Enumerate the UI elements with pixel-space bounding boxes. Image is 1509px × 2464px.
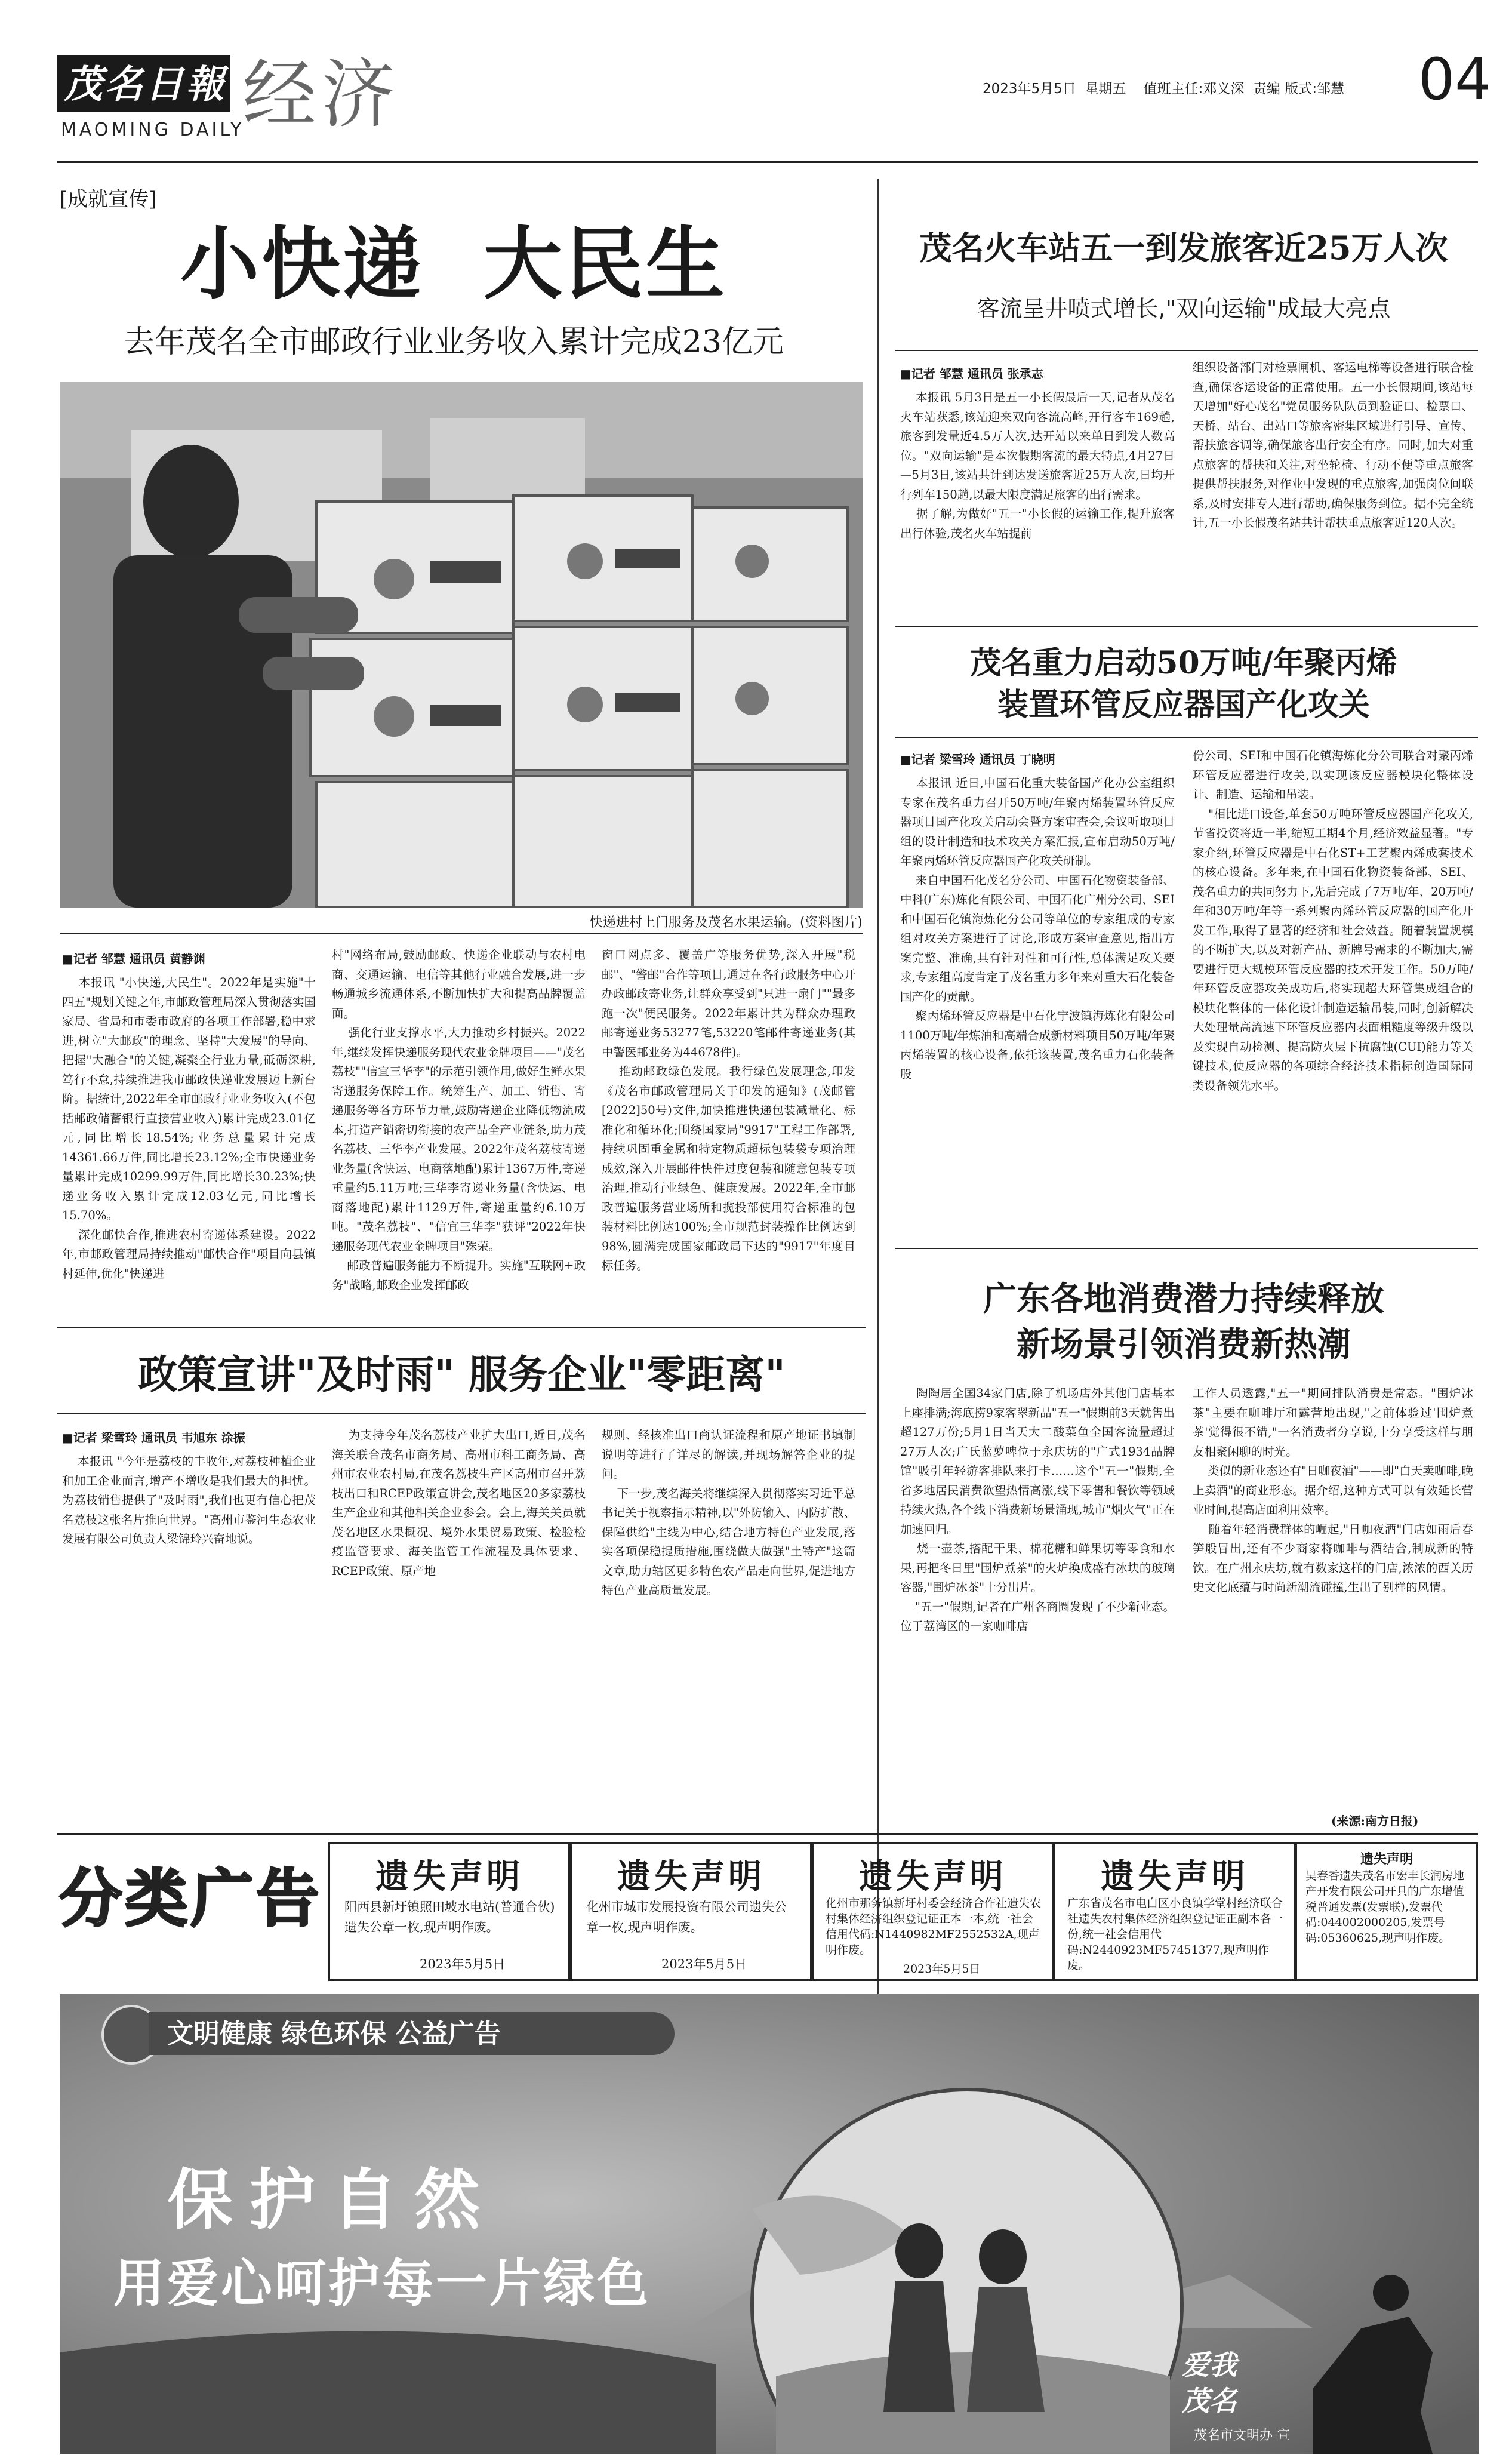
- section-title: 经济: [242, 52, 401, 138]
- article-train-col1: 本报讯 5月3日是五一小长假最后一天,记者从茂名火车站获悉,该站迎来双向客流高峰,开行客车169趟,旅客到发量近4.5万人次,达开站以来单日到发人数高位。"双向运输"是本次假期客流的最大特点,4月27日—5月3日,该站共计到达发送旅客近25万人次,日均开行列车150趟,以最大限度满足旅客的出行需求。 据了解,为做好"五一"小长假的运输工作,提升旅客出行体验,茂名火车站提前: [900, 390, 1175, 540]
- train-bottom-rule: [895, 626, 1478, 627]
- byline-train: ■记者 邹慧 通讯员 张承志: [900, 367, 1043, 381]
- photo-courier-with-boxes: [60, 382, 863, 908]
- lost-notice-4-title: 遗失声明: [1101, 1857, 1249, 1896]
- lost-notice-5-title: 遗失声明: [1360, 1851, 1413, 1867]
- byline-express: ■记者 邹慧 通讯员 黄静渊: [62, 952, 205, 966]
- subheadline-train-station: 客流呈井喷式增长,"双向运输"成最大亮点: [977, 296, 1391, 322]
- byline-polypropylene: ■记者 梁雪玲 通讯员 丁晓明: [900, 752, 1055, 767]
- policy-rule: [57, 1413, 866, 1414]
- lost-notice-2: [570, 1842, 812, 1981]
- masthead-rule: [57, 161, 1478, 163]
- lost-notice-1: [328, 1842, 570, 1981]
- lost-notice-3: [812, 1842, 1054, 1981]
- lost-notice-5: [1295, 1842, 1478, 1981]
- newspaper-logo: 茂名日報: [64, 62, 227, 107]
- article-consumption-col1: 陶陶居全国34家门店,除了机场店外其他门店基本上座排满;海底捞9家客翠新品"五一"假期前3天就售出超127万份;5月1日当天大二酸菜鱼全国客流量超过27万人次;广氏蓝萝啤位于永庆坊的"广式1934品牌馆"吸引年轻游客排队来打卡……这个"五一"假期,全省多地居民消费欲望热情高涨,线下零售和餐饮等领域持续火热,各个线下消费新场景涌现,城市"烟火气"正在加速回归。 烧一壶茶,搭配干果、棉花糖和鲜果切等零食和水果,再把冬日里"围炉煮茶"的火炉换成盛有冰块的玻璃容器,"围炉冰茶"十分出片。 "五一"假期,记者在广州各商圈发现了不少新业态。位于荔湾区的一家咖啡店: [900, 1386, 1175, 1633]
- lost-notice-1-title: 遗失声明: [375, 1857, 523, 1896]
- classified-banner: [60, 1845, 322, 1976]
- headline-express-delivery: 小快递 大民生: [180, 218, 727, 310]
- lost-notice-3-title: 遗失声明: [859, 1857, 1007, 1896]
- lost-notice-3-date: 2023年5月5日: [903, 1962, 981, 1976]
- polypropylene-bottom-rule: [895, 1248, 1478, 1249]
- byline-policy: ■记者 梁雪玲 通讯员 韦旭东 涂振: [62, 1431, 245, 1445]
- headline-polypropylene-l1: 茂名重力启动50万吨/年聚丙烯: [970, 645, 1397, 681]
- source-note: (来源:南方日报): [1331, 1814, 1419, 1828]
- psa-signature-line1: 爱我: [1182, 2349, 1237, 2381]
- photo-rule: [60, 933, 863, 934]
- lost-notice-2-title: 遗失声明: [617, 1857, 765, 1896]
- article-policy-col1: 本报讯 "今年是荔枝的丰收年,对荔枝种植企业和加工企业而言,增产不增收是我们最大的担忧。为荔枝销售提供了"及时雨",我们也更有信心把茂名荔枝这张名片推向世界。"高州市鉴河生态农业发展有限公司负责人梁锦玲兴奋地说。: [62, 1454, 316, 1546]
- classified-top-rule: [57, 1833, 1478, 1835]
- psa-slogan-2: 用爱心呵护每一片绿色: [113, 2254, 651, 2314]
- lost-notice-4-body: 广东省茂名市电白区小良镇学堂村经济联合社遗失农村集体经济组织登记证正副本各一份,统一社会信用代码:N2440923MF57451377,现声明作废。: [1067, 1897, 1283, 1972]
- lost-notice-1-date: 2023年5月5日: [420, 1957, 506, 1971]
- article-policy-col2: 为支持今年茂名荔枝产业扩大出口,近日,茂名海关联合茂名市商务局、高州市科工商务局、高州市农业农村局,在茂名荔枝生产区高州市召开荔枝出口和RCEP政策宣讲会,茂名地区20多家荔枝生产企业和其他相关企业参会。会上,海关关员就茂名地区水果概况、境外水果贸易政策、检验检疫监管要求、海关监管工作流程及具体要求、RCEP政策、原产地: [332, 1428, 586, 1578]
- psa-banner-text: 文明健康 绿色环保 公益广告: [167, 2019, 501, 2049]
- article-express-col2: 村"网络布局,鼓励邮政、快递企业联动与农村电商、交通运输、电信等其他行业融合发展,进一步畅通城乡流通体系,不断加快扩大和提高品牌覆盖面。 强化行业支撑水平,大力推动乡村振兴。2022年,继续发挥快递服务现代农业金牌项目——"茂名荔枝""信宜三华李"的示范引领作用,做好生鲜水果寄递服务保障工作。统筹生产、加工、销售、寄递服务等各方环节力量,鼓励寄递企业降低物流成本,打造产销密切衔接的农产品全产业链条,助力茂名荔枝、三华李产业发展。2022年茂名荔枝寄递业务量(含快运、电商落地配)累计1367万件,寄递重量约5.11万吨;三华李寄递业务量(含快运、电商落地配)累计1129万件,寄递重量约6.10万吨。"茂名荔枝"、"信宜三华李"获评"2022年快递服务现代农业金牌项目"殊荣。 邮政普遍服务能力不断提升。实施"互联网+政务"战略,邮政企业发挥邮政: [332, 948, 586, 1292]
- headline-consumption-l2: 新场景引领消费新热潮: [1017, 1325, 1351, 1364]
- masthead: [57, 46, 1492, 154]
- article-policy-col3: 规则、经核准出口商认证流程和原产地证书填制说明等进行了详尽的解读,并现场解答企业的提问。 下一步,茂名海关将继续深入贯彻落实习近平总书记关于视察指示精神,以"外防输入、内防扩散、保障供给"主线为中心,结合地方特色产业发展,落实各项保稳提质措施,围绕做大做强"土特产"这篇文章,助力辖区更多特色农产品走向世界,促进地方特色产业高质量发展。: [602, 1428, 855, 1597]
- story-tag: [成就宣传]: [60, 187, 157, 211]
- newspaper-logo-en: MAOMING DAILY: [61, 119, 245, 140]
- psa-slogan-1: 保护自然: [167, 2162, 497, 2238]
- article-polypropylene-col2: 份公司、SEI和中国石化镇海炼化分公司联合对聚丙烯环管反应器进行攻关,以实现该反应器模块化整体设计、制造、运输和吊装。 "相比进口设备,单套50万吨环管反应器国产化攻关,节省投资将近一半,缩短工期4个月,经济效益显著。"专家介绍,环管反应器是中石化ST+工艺聚丙烯成套技术的核心设备。多年来,在中国石化物资装备部、SEI、茂名重力的共同努力下,先后完成了7万吨/年、20万吨/年和30万吨/年等一系列聚丙烯环管反应器的国产化开发工作,取得了显著的经济和社会效益。随着装置规模的不断扩大,以及对新产品、新牌号需求的不断加大,需要进行更大规模环管反应器的技术开发工作。50万吨/年环管反应器攻关成功后,将实现超大环管集成组合的模块化整体的一体化设计制造运输吊装,同时,创新解决大处理量高流速下环管反应器内表面粗糙度等级升级以及实现自动检测、提高防火层下抗腐蚀(CUI)能力等关键技术,使反应器的各项综合经济技术指标创造国际同类设备领先水平。: [1193, 749, 1473, 1093]
- lost-notice-2-body: 化州市城市发展投资有限公司遗失公章一枚,现声明作废。: [586, 1900, 787, 1934]
- column-divider: [877, 179, 879, 2131]
- photo-caption: 快递进村上门服务及茂名水果运输。(资料图片): [589, 915, 863, 930]
- courier-photo-illustration: [60, 382, 863, 908]
- policy-top-rule: [57, 1327, 866, 1328]
- train-rule: [895, 350, 1478, 351]
- article-consumption-col2: 工作人员透露,"五一"期间排队消费是常态。"围炉冰茶"主要在咖啡厅和露营地出现,"之前体验过'围炉煮茶'觉得很不错,"一名消费者分享说,十分享受这样与朋友相聚闲聊的时光。 类似的新业态还有"日咖夜酒"——即"白天卖咖啡,晚上卖酒"的商业形态。据介绍,这种方式可以有效延长营业时间,提高店面利用效率。 随着年轻消费群体的崛起,"日咖夜酒"门店如雨后春笋般冒出,还有不少商家将咖啡与酒结合,制成新的特饮。在广州永庆坊,就有数家这样的门店,浓浓的西关历史文化底蕴与时尚新潮流碰撞,生出了别样的风情。: [1193, 1386, 1473, 1594]
- classified-banner-text: 分类广告: [60, 1862, 323, 1935]
- headline-consumption-l1: 广东各地消费潜力持续释放: [983, 1279, 1384, 1319]
- psa-signature-line2: 茂名: [1182, 2385, 1237, 2417]
- article-polypropylene-col1: 本报讯 近日,中国石化重大装备国产化办公室组织专家在茂名重力召开50万吨/年聚丙烯装置环管反应器项目国产化攻关启动会暨方案审查会,会议听取项目组的设计制造和技术攻关方案汇报,宣布启动50万吨/年聚丙烯环管反应器国产化攻关研制。 来自中国石化茂名分公司、中国石化物资装备部、中科(广东)炼化有限公司、中国石化广州分公司、SEI和中国石化镇海炼化分公司等单位的专家组成的专家组对攻关方案进行了讨论,形成方案审查意见,指出方案完整、准确,具有针对性和可行性,总体满足攻关要求,专家组高度肯定了茂名重力多年来对重大石化装备国产化的贡献。 聚丙烯环管反应器是中石化宁波镇海炼化有限公司1100万吨/年炼油和高端合成新材料项目50万吨/年聚丙烯装置的核心设备,依托该装置,茂名重力石化装备股: [900, 776, 1175, 1081]
- headline-train-station: 茂名火车站五一到发旅客近25万人次: [919, 229, 1448, 267]
- psa-credit: 茂名市文明办 宣: [1194, 2428, 1290, 2443]
- lost-notice-1-body: 阳西县新圩镇照田坡水电站(普通合伙)遗失公章一枚,现声明作废。: [344, 1900, 555, 1934]
- polypropylene-rule: [895, 737, 1478, 738]
- date-line: 2023年5月5日 星期五 值班主任:邓义深 责编 版式:邹慧: [983, 81, 1345, 97]
- lost-notice-4: [1054, 1842, 1295, 1981]
- article-train-col2: 组织设备部门对检票闸机、客运电梯等设备进行联合检查,确保客运设备的正常使用。五一小长假期间,该站每天增加"好心茂名"党员服务队队员到验证口、检票口、天桥、站台、出站口等旅客密集区域进行引导、宣传、帮扶旅客调等,确保旅客出行安全有序。同时,加大对重点旅客的帮扶和关注,对坐轮椅、行动不便等重点旅客提供帮扶服务,对作业中发现的重点旅客,加强岗位间联系,及时安排专人进行帮助,确保服务到位。据不完全统计,五一小长假茂名站共计帮扶重点旅客近120人次。: [1193, 361, 1473, 530]
- article-express-col1: 本报讯 "小快递,大民生"。2022年是实施"十四五"规划关键之年,市邮政管理局深入贯彻落实国家局、省局和市委市政府的各项工作部署,稳中求进,树立"大邮政"的理念、坚持"大发展"的导向、把握"大融合"的关键,凝聚全行业力量,砥砺深耕,笃行不怠,持续推进我市邮政快递业发展迈上新台阶。据统计,2022年全市邮政行业业务收入(不包括邮政储蓄银行直接营业收入)累计完成23.01亿元,同比增长18.54%;业务总量累计完成14361.66万件,同比增长23.12%;全市快递业务量累计完成10299.99万件,同比增长30.23%;快递业务收入累计完成12.03亿元,同比增长15.70%。 深化邮快合作,推进农村寄递体系建设。2022年,市邮政管理局持续推动"邮快合作"项目向县镇村延伸,优化"快递进: [62, 976, 316, 1281]
- article-express-col3: 窗口网点多、覆盖广等服务优势,深入开展"税邮"、"警邮"合作等项目,通过在各行政服务中心开办政邮政寄业务,让群众享受到"只进一扇门""最多跑一次"便民服务。2022年累计共为群众办理政邮寄递业务53277笔,53220笔邮件寄递业务(其中警医邮业务为44678件)。 推动邮政绿色发展。我行绿色发展理念,印发《茂名市邮政管理局关于印发的通知》(茂邮管[2022]50号)文件,加快推进快递包装减量化、标准化和循环化;围绕国家局"9917"工程工作部署,持续巩固重金属和特定物质超标包装袋专项治理成效,深入开展邮件快件过度包装和随意包装专项治理,推动行业绿色、健康发展。2022年,全市邮政普遍服务营业场所和揽投部使用符合标准的包装材料比例达100%;全市规范封装操作比例达到98%,圆满完成国家邮政局下达的"9917"年度目标任务。: [602, 948, 855, 1272]
- lost-notice-2-date: 2023年5月5日: [661, 1957, 747, 1971]
- page-number: 04: [1418, 46, 1492, 113]
- lost-notice-5-body: 吴春香遗失茂名市宏丰长润房地产开发有限公司开具的广东增值税普通发票(发票联),发票代码:044002000205,发票号码:05360625,现声明作废。: [1305, 1869, 1465, 1945]
- subheadline-express-delivery: 去年茂名全市邮政行业业务收入累计完成23亿元: [123, 324, 784, 360]
- lost-notice-3-body: 化州市那务镇新圩村委会经济合作社遗失农村集体经济组织登记证正本一本,统一社会信用代码:N1440982MF2552532A,现声明作废。: [826, 1897, 1042, 1957]
- psa-panel: [60, 1994, 1479, 2454]
- headline-polypropylene-l2: 装置环管反应器国产化攻关: [997, 687, 1370, 723]
- headline-policy: 政策宣讲"及时雨" 服务企业"零距离": [138, 1351, 786, 1398]
